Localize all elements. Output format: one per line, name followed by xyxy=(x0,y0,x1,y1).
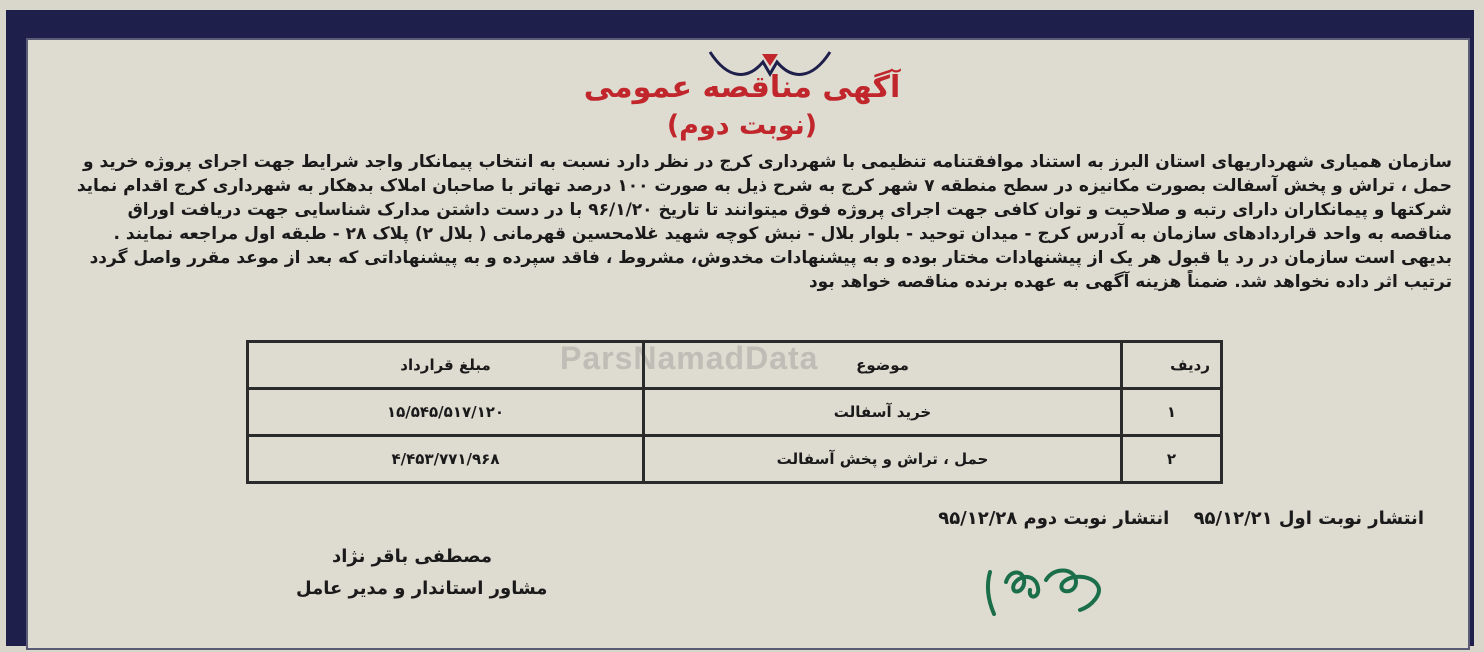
header-subject: موضوع xyxy=(644,342,1122,389)
notice-subtitle: (نوبت دوم) xyxy=(666,110,818,141)
watermark: ParsNamadData xyxy=(560,340,819,376)
body-line: سازمان همیاری شهرداریهای استان البرز به استناد موافقتنامه تنظیمی با شهرداری کرج در نظر دارد نسبت به انتخاب پیمانکار واجد شرایط جهت اجرای پروژه خرید و xyxy=(83,152,1452,172)
body-line: ترتیب اثر داده نخواهد شد. ضمناً هزینه آگهی به عهده برنده مناقصه خواهد بود xyxy=(808,272,1452,292)
row-subject: حمل ، تراش و پخش آسفالت xyxy=(644,436,1122,483)
signatory-role: مشاور استاندار و مدیر عامل xyxy=(296,578,548,599)
header-amount: مبلغ قرارداد xyxy=(248,342,644,389)
table-row xyxy=(248,436,1222,483)
publication-dates xyxy=(920,508,1424,529)
body-line: حمل ، تراش و پخش آسفالت بصورت مکانیزه در سطح منطقه ۷ شهر کرج به شرح ذیل به صورت ۱۰۰ درصد تهاتر با صاحبان املاک بدهکار به شهرداری کرج اقدام نماید xyxy=(76,176,1452,196)
row-amount: ۴/۴۵۳/۷۷۱/۹۶۸ xyxy=(248,436,644,483)
body-line: شرکتها و پیمانکاران دارای رتبه و صلاحیت و توان کافی جهت اجرای پروژه فوق میتوانند تا تاریخ ۹۶/۱/۲۰ با در دست داشتن مدارک شناسایی جهت دریافت اوراق xyxy=(127,200,1452,220)
body-line: مناقصه به واحد قراردادهای سازمان به آدرس کرج - میدان توحید - بلوار بلال - نبش کوچه شهید غلامحسین قهرمانی ( بلال ۲) پلاک ۲۸ - طبقه اول مراجعه نمایند . xyxy=(113,224,1452,244)
notice-body xyxy=(36,150,1452,294)
notice-title: آگهی مناقصه عمومی xyxy=(583,70,901,105)
table-header-row xyxy=(248,342,1222,389)
handwritten-mark-icon xyxy=(980,560,1110,620)
second-publication: انتشار نوبت دوم ۹۵/۱۲/۲۸ xyxy=(938,508,1170,529)
row-subject: خرید آسفالت xyxy=(644,389,1122,436)
row-amount: ۱۵/۵۴۵/۵۱۷/۱۲۰ xyxy=(248,389,644,436)
first-publication: انتشار نوبت اول ۹۵/۱۲/۲۱ xyxy=(1193,508,1424,529)
contract-table xyxy=(246,340,1223,484)
row-number: ۲ xyxy=(1122,436,1222,483)
header-row-number: ردیف xyxy=(1122,342,1222,389)
signatory-name: مصطفی باقر نژاد xyxy=(332,546,492,567)
row-number: ۱ xyxy=(1122,389,1222,436)
body-line: بدیهی است سازمان در رد یا قبول هر یک از پیشنهادات مختار بوده و به پیشنهادات مخدوش، مشروط ، فاقد سپرده و به پیشنهاداتی که بعد از موعد مقرر واصل گردد xyxy=(89,248,1452,268)
table-row xyxy=(248,389,1222,436)
